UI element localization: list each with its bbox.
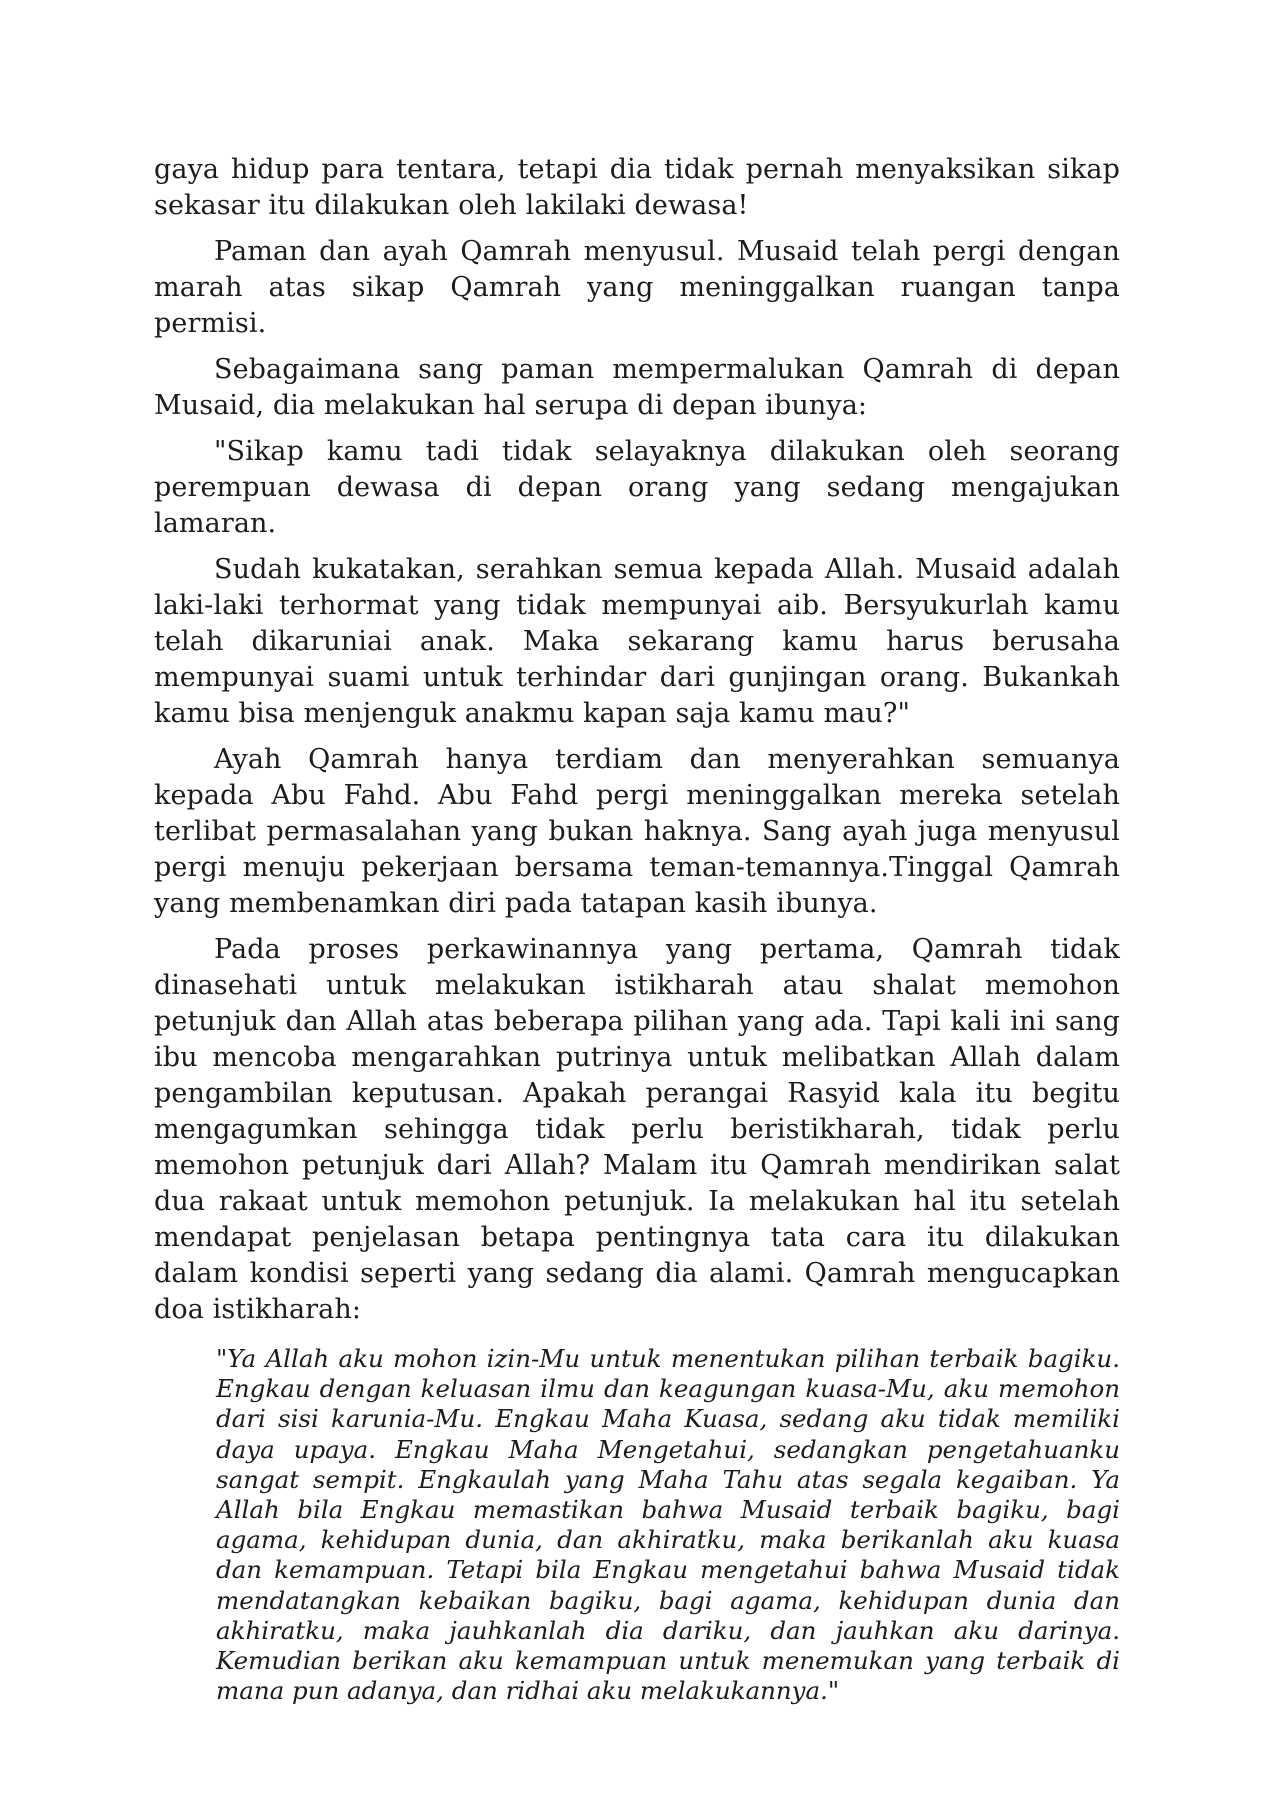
prayer-quote: "Ya Allah aku mohon izin-Mu untuk menentukan pilihan terbaik bagiku. Engkau dengan keluasan ilmu dan keagungan kuasa-Mu, aku memohon dari sisi karunia-Mu. Engkau Maha Kuasa, sedang aku tidak memiliki daya upaya. Engkau Maha Mengetahui, sedangkan pengetahuanku sangat sempit. Engkaulah yang Maha Tahu atas segala kegaiban. Ya Allah bila Engkau memastikan bahwa Musaid terbaik bagiku, bagi agama, kehidupan dunia, dan akhiratku, maka berikanlah aku kuasa dan kemampuan. Tetapi bila Engkau mengetahui bahwa Musaid tidak mendatangkan kebaikan bagiku, bagi agama, kehidupan dunia dan akhiratku, maka jauhkanlah dia dariku, dan jauhkan aku darinya. Kemudian berikan aku kemampuan untuk menemukan yang terbaik di mana pun adanya, dan ridhai aku melakukannya."	[216, 1344, 1120, 1706]
paragraph-quote-sikap-kamu: "Sikap kamu tadi tidak selayaknya dilakukan oleh seorang perempuan dewasa di depan orang yang sedang mengajukan lamaran.	[154, 436, 1120, 539]
paragraph-sudah-kukatakan: Sudah kukatakan, serahkan semua kepada Allah. Musaid adalah laki-laki terhormat yang tidak mempunyai aib. Bersyukurlah kamu telah dikaruniai anak. Maka sekarang kamu harus berusaha mempunyai suami untuk terhindar dari gunjingan orang. Bukankah kamu bisa menjenguk anakmu kapan saja kamu mau?"	[154, 554, 1120, 729]
paragraph-ayah-qamrah: Ayah Qamrah hanya terdiam dan menyerahkan semuanya kepada Abu Fahd. Abu Fahd pergi meninggalkan mereka setelah terlibat permasalahan yang bukan haknya. Sang ayah juga menyusul pergi menuju pekerjaan bersama teman-temannya.Tinggal Qamrah yang membenamkan diri pada tatapan kasih ibunya.	[154, 744, 1120, 919]
paragraph-pada-proses: Pada proses perkawinannya yang pertama, Qamrah tidak dinasehati untuk melakukan istikharah atau shalat memohon petunjuk dan Allah atas beberapa pilihan yang ada. Tapi kali ini sang ibu mencoba mengarahkan putrinya untuk melibatkan Allah dalam pengambilan keputusan. Apakah perangai Rasyid kala itu begitu mengagumkan sehingga tidak perlu beristikharah, tidak perlu memohon petunjuk dari Allah? Malam itu Qamrah mendirikan salat dua rakaat untuk memohon petunjuk. Ia melakukan hal itu setelah mendapat penjelasan betapa pentingnya tata cara itu dilakukan dalam kondisi seperti yang sedang dia alami. Qamrah mengucapkan doa istikharah:	[154, 934, 1120, 1325]
paragraph-continuation: gaya hidup para tentara, tetapi dia tidak pernah menyaksikan sikap sekasar itu dilakukan oleh lakilaki dewasa!	[154, 154, 1120, 221]
paragraph-paman-dan-ayah: Paman dan ayah Qamrah menyusul. Musaid telah pergi dengan marah atas sikap Qamrah yang meninggalkan ruangan tanpa permisi.	[154, 236, 1120, 339]
paragraph-sebagaimana: Sebagaimana sang paman mempermalukan Qamrah di depan Musaid, dia melakukan hal serupa di depan ibunya:	[154, 354, 1120, 421]
book-page	[154, 152, 1120, 1706]
